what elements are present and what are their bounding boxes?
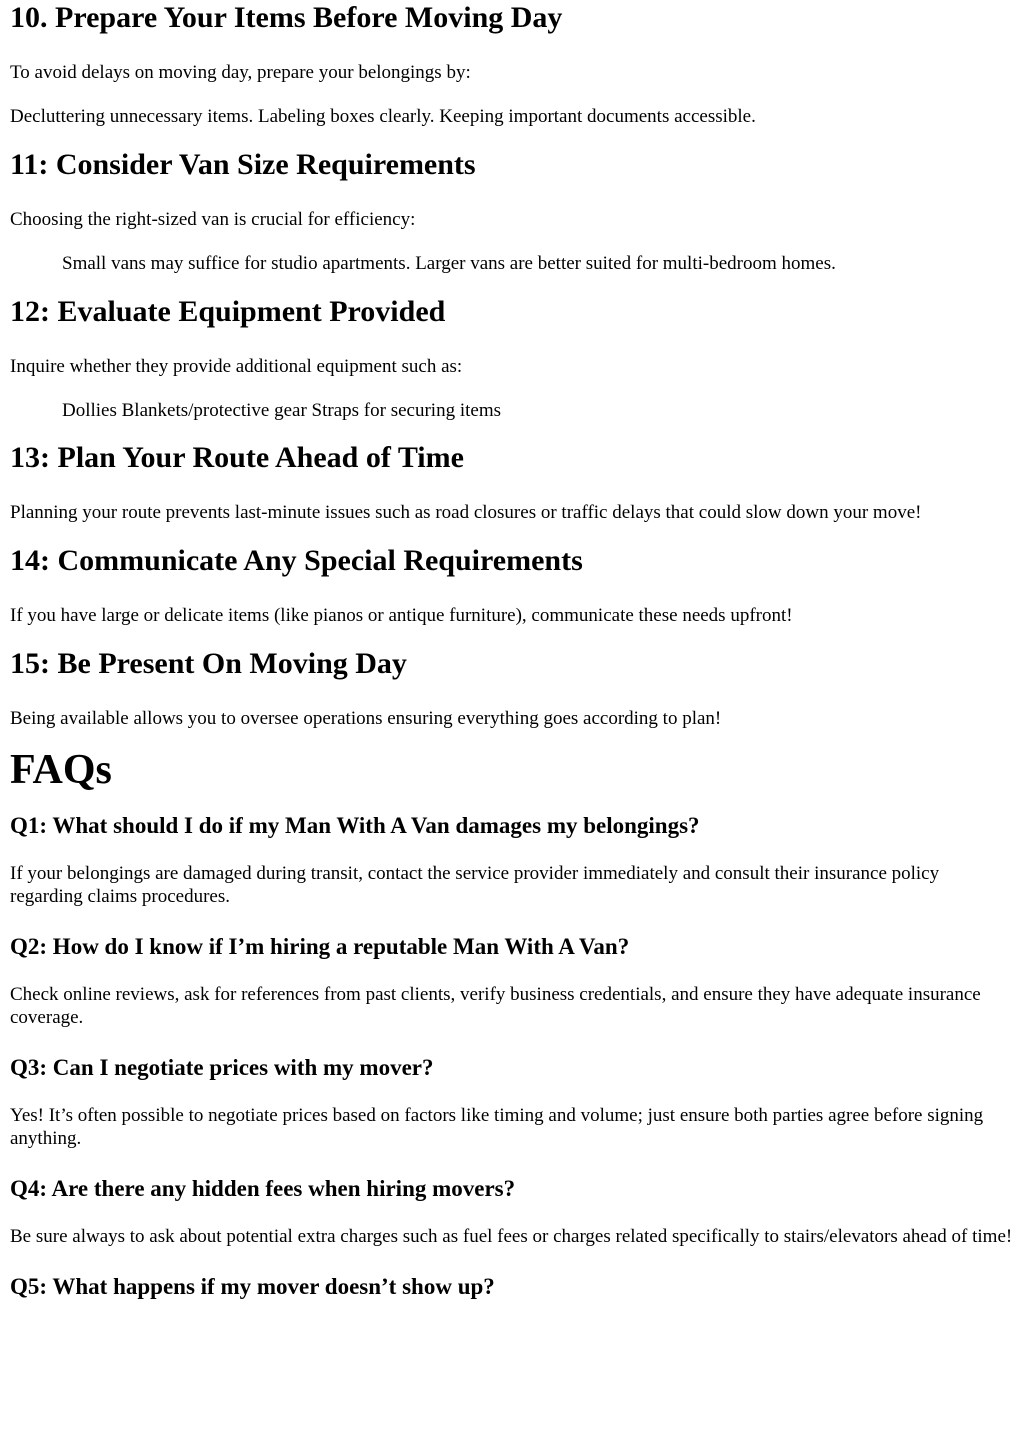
faq-q5-question: Q5: What happens if my mover doesn’t show up? bbox=[10, 1274, 495, 1299]
section-14-heading: 14: Communicate Any Special Requirements bbox=[10, 544, 583, 577]
faq-q3-question: Q3: Can I negotiate prices with my mover? bbox=[10, 1055, 434, 1080]
faq-q1-answer: If your belongings are damaged during transit, contact the service provider immediately and consult their insurance policy regarding claims procedures. bbox=[10, 863, 940, 907]
section-11-intro: Choosing the right-sized van is crucial for efficiency: bbox=[10, 209, 416, 230]
faqs-title: FAQs bbox=[10, 747, 112, 793]
faq-q2-answer: Check online reviews, ask for references from past clients, verify business credentials, and ensure they have adequate insurance coverage. bbox=[10, 984, 981, 1028]
section-10-intro: To avoid delays on moving day, prepare your belongings by: bbox=[10, 62, 471, 83]
faq-q1-question: Q1: What should I do if my Man With A Van damages my belongings? bbox=[10, 813, 700, 838]
section-11-heading: 11: Consider Van Size Requirements bbox=[10, 148, 476, 181]
section-11-list: Small vans may suffice for studio apartments. Larger vans are better suited for multi-bedroom homes. bbox=[62, 253, 836, 274]
faq-q3-answer: Yes! It’s often possible to negotiate prices based on factors like timing and volume; just ensure both parties agree before signing anything. bbox=[10, 1105, 984, 1149]
section-15-body: Being available allows you to oversee operations ensuring everything goes according to plan! bbox=[10, 708, 722, 729]
section-10-heading: 10. Prepare Your Items Before Moving Day bbox=[10, 1, 563, 34]
faq-q4-answer: Be sure always to ask about potential extra charges such as fuel fees or charges related specifically to stairs/elevators ahead of time! bbox=[10, 1226, 1013, 1247]
section-10-list: Decluttering unnecessary items. Labeling boxes clearly. Keeping important documents accessible. bbox=[10, 106, 756, 127]
section-15-heading: 15: Be Present On Moving Day bbox=[10, 647, 407, 680]
faq-q4-question: Q4: Are there any hidden fees when hiring movers? bbox=[10, 1176, 516, 1201]
section-12-intro: Inquire whether they provide additional equipment such as: bbox=[10, 356, 463, 377]
section-12-heading: 12: Evaluate Equipment Provided bbox=[10, 295, 446, 328]
section-13-body: Planning your route prevents last-minute issues such as road closures or traffic delays that could slow down your move! bbox=[10, 502, 922, 523]
section-13-heading: 13: Plan Your Route Ahead of Time bbox=[10, 441, 464, 474]
section-12-list: Dollies Blankets/protective gear Straps for securing items bbox=[62, 400, 501, 421]
section-14-body: If you have large or delicate items (like pianos or antique furniture), communicate these needs upfront! bbox=[10, 605, 793, 626]
faq-q2-question: Q2: How do I know if I’m hiring a reputable Man With A Van? bbox=[10, 934, 630, 959]
